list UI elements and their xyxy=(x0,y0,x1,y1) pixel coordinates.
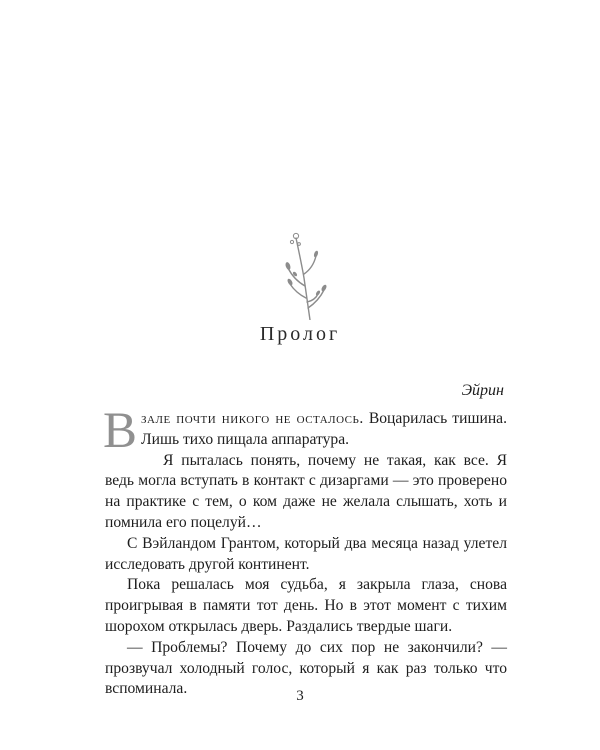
chapter-title: Пролог xyxy=(259,323,341,345)
paragraph: С Вэйландом Грантом, который два месяца назад улетел исследовать другой континент. xyxy=(105,534,507,573)
drop-cap: В xyxy=(103,403,138,459)
epigraph-author: Эйрин xyxy=(461,382,504,399)
paragraph: — Проблемы? Почему до сих пор не закончили? — прозвучал холодный голос, который я как раз только что вспоминала. xyxy=(105,638,507,698)
plant-ornament-icon xyxy=(268,228,330,320)
opening-smallcaps: зале почти никого не осталось. xyxy=(141,410,364,427)
paragraph-text: Воцарилась тишина. Лишь тихо пищала аппаратура. xyxy=(141,410,507,448)
paragraph: Пока решалась моя судьба, я закрыла глаза, снова проигрывая в памяти тот день. Но в этот момент с тихим шорохом открылась дверь. Раздались твердые шаги. xyxy=(105,576,507,635)
paragraph xyxy=(103,403,507,459)
paragraph: Я пыталась понять, почему не такая, как все. Я ведь могла вступать в контакт с дизаргами — это проверено на практике с тем, о ком даже не желала слышать, хоть и помнила его поцелуй… xyxy=(105,451,507,531)
page-number: 3 xyxy=(296,688,304,704)
body-text xyxy=(103,403,507,700)
